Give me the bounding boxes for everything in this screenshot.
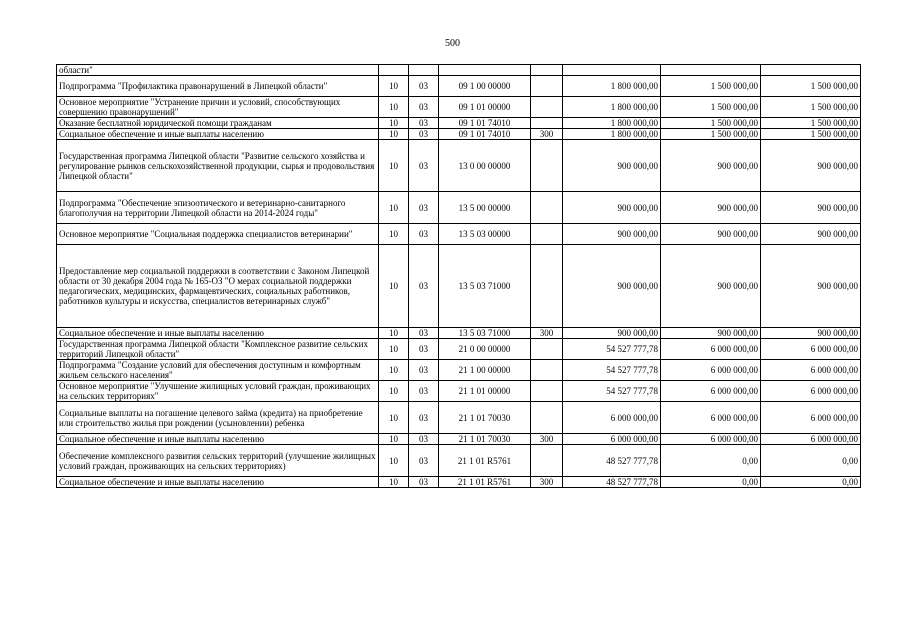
table-row — [57, 328, 861, 339]
expense-type-code — [531, 445, 563, 477]
table-row — [57, 339, 861, 360]
row-name: Подпрограмма "Профилактика правонарушений в Липецкой области" — [57, 76, 379, 97]
amount-year-3: 900 000,00 — [761, 245, 861, 328]
amount-year-2: 0,00 — [661, 445, 761, 477]
section-code: 10 — [379, 245, 409, 328]
row-name: Социальное обеспечение и иные выплаты населению — [57, 129, 379, 140]
amount-year-2: 900 000,00 — [661, 245, 761, 328]
expense-type-code — [531, 140, 563, 192]
target-article-code: 21 1 01 00000 — [439, 381, 531, 402]
subsection-code: 03 — [409, 245, 439, 328]
table-row — [57, 76, 861, 97]
expense-type-code: 300 — [531, 328, 563, 339]
amount-year-3: 6 000 000,00 — [761, 402, 861, 434]
amount-year-1: 1 800 000,00 — [563, 129, 661, 140]
table-row — [57, 434, 861, 445]
section-code: 10 — [379, 192, 409, 224]
amount-year-3: 900 000,00 — [761, 140, 861, 192]
amount-year-1: 900 000,00 — [563, 140, 661, 192]
expense-type-code — [531, 381, 563, 402]
amount-year-1: 6 000 000,00 — [563, 434, 661, 445]
amount-year-3: 6 000 000,00 — [761, 339, 861, 360]
table-row — [57, 477, 861, 488]
amount-year-1: 1 800 000,00 — [563, 118, 661, 129]
subsection-code: 03 — [409, 445, 439, 477]
table-row — [57, 140, 861, 192]
expense-type-code — [531, 76, 563, 97]
expense-type-code — [531, 402, 563, 434]
target-article-code: 09 1 01 00000 — [439, 97, 531, 118]
amount-year-1: 1 800 000,00 — [563, 76, 661, 97]
subsection-code: 03 — [409, 224, 439, 245]
section-code: 10 — [379, 381, 409, 402]
target-article-code: 21 1 01 R5761 — [439, 477, 531, 488]
section-code: 10 — [379, 118, 409, 129]
amount-year-3: 1 500 000,00 — [761, 129, 861, 140]
amount-year-2: 1 500 000,00 — [661, 129, 761, 140]
amount-year-1: 54 527 777,78 — [563, 339, 661, 360]
expense-type-code: 300 — [531, 434, 563, 445]
section-code: 10 — [379, 339, 409, 360]
row-name: Социальное обеспечение и иные выплаты населению — [57, 477, 379, 488]
subsection-code: 03 — [409, 76, 439, 97]
amount-year-1: 1 800 000,00 — [563, 97, 661, 118]
amount-year-1: 54 527 777,78 — [563, 360, 661, 381]
section-code: 10 — [379, 129, 409, 140]
target-article-code: 21 0 00 00000 — [439, 339, 531, 360]
subsection-code — [409, 65, 439, 76]
section-code: 10 — [379, 76, 409, 97]
row-name: Подпрограмма "Обеспечение эпизоотического и ветеринарно-санитарного благополучия на территории Липецкой области на 2014-2024 годы" — [57, 192, 379, 224]
expense-type-code — [531, 339, 563, 360]
target-article-code: 13 0 00 00000 — [439, 140, 531, 192]
target-article-code: 21 1 01 70030 — [439, 402, 531, 434]
amount-year-2: 900 000,00 — [661, 224, 761, 245]
target-article-code: 09 1 01 74010 — [439, 129, 531, 140]
amount-year-2: 6 000 000,00 — [661, 360, 761, 381]
subsection-code: 03 — [409, 328, 439, 339]
row-name: Подпрограмма "Создание условий для обеспечения доступным и комфортным жильем сельского населения" — [57, 360, 379, 381]
row-name: Основное мероприятие "Улучшение жилищных условий граждан, проживающих на сельских территориях" — [57, 381, 379, 402]
row-name: Предоставление мер социальной поддержки в соответствии с Законом Липецкой области от 30 декабря 2004 года № 165-ОЗ "О мерах социальной поддержки педагогических, медицинских, фармацевтических, социальных работников, работников культуры и искусства, специалистов ветеринарных служб" — [57, 245, 379, 328]
expense-type-code — [531, 118, 563, 129]
row-name: Обеспечение комплексного развития сельских территорий (улучшение жилищных условий граждан, проживающих на сельских территориях) — [57, 445, 379, 477]
amount-year-3: 6 000 000,00 — [761, 434, 861, 445]
amount-year-1: 900 000,00 — [563, 192, 661, 224]
target-article-code: 09 1 01 74010 — [439, 118, 531, 129]
row-name: Государственная программа Липецкой области "Развитие сельского хозяйства и регулирование рынков сельскохозяйственной продукции, сырья и продовольствия Липецкой области" — [57, 140, 379, 192]
amount-year-3: 0,00 — [761, 477, 861, 488]
row-name: Социальное обеспечение и иные выплаты населению — [57, 434, 379, 445]
amount-year-3: 1 500 000,00 — [761, 118, 861, 129]
amount-year-3: 900 000,00 — [761, 328, 861, 339]
target-article-code: 21 1 01 70030 — [439, 434, 531, 445]
expense-type-code — [531, 245, 563, 328]
amount-year-3: 6 000 000,00 — [761, 360, 861, 381]
table-row — [57, 360, 861, 381]
subsection-code: 03 — [409, 360, 439, 381]
section-code: 10 — [379, 434, 409, 445]
target-article-code: 13 5 03 00000 — [439, 224, 531, 245]
amount-year-1: 900 000,00 — [563, 224, 661, 245]
expense-type-code — [531, 224, 563, 245]
subsection-code: 03 — [409, 339, 439, 360]
row-name: Социальное обеспечение и иные выплаты населению — [57, 328, 379, 339]
amount-year-1 — [563, 65, 661, 76]
amount-year-1: 54 527 777,78 — [563, 381, 661, 402]
section-code: 10 — [379, 224, 409, 245]
row-name: Оказание бесплатной юридической помощи гражданам — [57, 118, 379, 129]
amount-year-1: 900 000,00 — [563, 245, 661, 328]
row-name: Основное мероприятие "Социальная поддержка специалистов ветеринарии" — [57, 224, 379, 245]
amount-year-1: 6 000 000,00 — [563, 402, 661, 434]
row-name: Основное мероприятие "Устранение причин и условий, способствующих совершению правонарушений" — [57, 97, 379, 118]
row-name: Социальные выплаты на погашение целевого займа (кредита) на приобретение или строительство жилья при рождении (усыновлении) ребенка — [57, 402, 379, 434]
amount-year-2 — [661, 65, 761, 76]
target-article-code: 13 5 03 71000 — [439, 328, 531, 339]
amount-year-2: 1 500 000,00 — [661, 76, 761, 97]
section-code: 10 — [379, 140, 409, 192]
expense-type-code — [531, 360, 563, 381]
table-row — [57, 192, 861, 224]
target-article-code: 21 1 00 00000 — [439, 360, 531, 381]
table-row — [57, 445, 861, 477]
amount-year-2: 6 000 000,00 — [661, 434, 761, 445]
row-name: Государственная программа Липецкой области "Комплексное развитие сельских территорий Липецкой области" — [57, 339, 379, 360]
expense-type-code — [531, 65, 563, 76]
target-article-code: 13 5 00 00000 — [439, 192, 531, 224]
subsection-code: 03 — [409, 434, 439, 445]
section-code: 10 — [379, 402, 409, 434]
amount-year-2: 6 000 000,00 — [661, 381, 761, 402]
amount-year-3: 1 500 000,00 — [761, 97, 861, 118]
table-row — [57, 118, 861, 129]
subsection-code: 03 — [409, 118, 439, 129]
amount-year-2: 0,00 — [661, 477, 761, 488]
section-code: 10 — [379, 328, 409, 339]
table-row — [57, 224, 861, 245]
expense-type-code — [531, 97, 563, 118]
subsection-code: 03 — [409, 477, 439, 488]
amount-year-1: 900 000,00 — [563, 328, 661, 339]
target-article-code: 13 5 03 71000 — [439, 245, 531, 328]
section-code: 10 — [379, 477, 409, 488]
subsection-code: 03 — [409, 381, 439, 402]
table-row — [57, 402, 861, 434]
amount-year-3: 900 000,00 — [761, 192, 861, 224]
amount-year-2: 6 000 000,00 — [661, 339, 761, 360]
amount-year-2: 1 500 000,00 — [661, 118, 761, 129]
expense-type-code: 300 — [531, 129, 563, 140]
row-name: области" — [57, 65, 379, 76]
subsection-code: 03 — [409, 129, 439, 140]
target-article-code: 21 1 01 R5761 — [439, 445, 531, 477]
amount-year-3: 1 500 000,00 — [761, 76, 861, 97]
table-row — [57, 381, 861, 402]
amount-year-1: 48 527 777,78 — [563, 445, 661, 477]
table-row — [57, 129, 861, 140]
target-article-code — [439, 65, 531, 76]
amount-year-3: 0,00 — [761, 445, 861, 477]
amount-year-2: 900 000,00 — [661, 328, 761, 339]
amount-year-2: 900 000,00 — [661, 192, 761, 224]
table-row — [57, 245, 861, 328]
expense-type-code: 300 — [531, 477, 563, 488]
amount-year-3: 6 000 000,00 — [761, 381, 861, 402]
amount-year-3: 900 000,00 — [761, 224, 861, 245]
subsection-code: 03 — [409, 140, 439, 192]
amount-year-2: 900 000,00 — [661, 140, 761, 192]
table-row — [57, 97, 861, 118]
subsection-code: 03 — [409, 97, 439, 118]
subsection-code: 03 — [409, 192, 439, 224]
budget-table — [56, 64, 861, 488]
section-code — [379, 65, 409, 76]
target-article-code: 09 1 00 00000 — [439, 76, 531, 97]
table-row — [57, 65, 861, 76]
subsection-code: 03 — [409, 402, 439, 434]
section-code: 10 — [379, 360, 409, 381]
expense-type-code — [531, 192, 563, 224]
amount-year-1: 48 527 777,78 — [563, 477, 661, 488]
amount-year-2: 1 500 000,00 — [661, 97, 761, 118]
page-number: 500 — [445, 38, 460, 49]
amount-year-2: 6 000 000,00 — [661, 402, 761, 434]
section-code: 10 — [379, 445, 409, 477]
amount-year-3 — [761, 65, 861, 76]
section-code: 10 — [379, 97, 409, 118]
